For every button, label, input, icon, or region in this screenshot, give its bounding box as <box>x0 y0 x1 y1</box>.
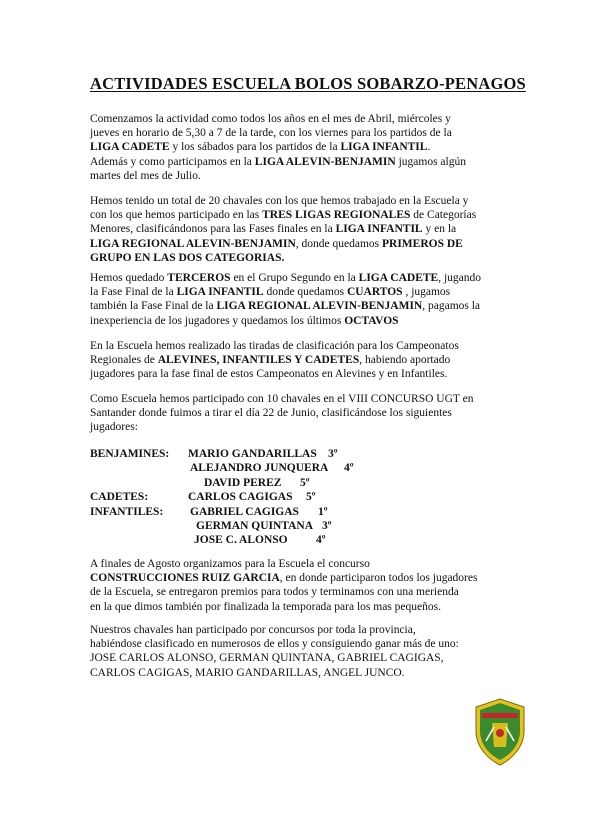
document-title: ACTIVIDADES ESCUELA BOLOS SOBARZO-PENAGOS <box>90 74 526 93</box>
text-line: En la Escuela hemos realizado las tiradas de clasificación para los Campeonatos <box>90 340 459 352</box>
text-line: Nuestros chavales han participado por concursos por toda la provincia, <box>90 624 416 636</box>
text-line: Regionales de ALEVINES, INFANTILES Y CADETES, habiendo aportado <box>90 354 451 367</box>
text-line: JOSE CARLOS ALONSO, GERMAN QUINTANA, GABRIEL CAGIGAS, <box>90 652 444 665</box>
text-line: también la Fase Final de la LIGA REGIONAL ALEVIN-BENJAMIN, pagamos la <box>90 300 481 313</box>
text-line: inexperiencia de los jugadores y quedamos los últimos OCTAVOS <box>90 314 399 327</box>
text-line: LIGA REGIONAL ALEVIN-BENJAMIN, donde quedamos PRIMEROS DE <box>90 237 463 250</box>
text-line: con los que hemos participado en las TRES LIGAS REGIONALES de Categorías <box>90 209 477 222</box>
text-line: Hemos quedado TERCEROS en el Grupo Segundo en la LIGA CADETE, jugando <box>90 272 482 284</box>
text-line: LIGA CADETE y los sábados para los partidos de la LIGA INFANTIL. <box>90 141 431 154</box>
paragraph-ruiz-garcia-contest <box>90 557 560 614</box>
text-line: CARLOS CAGIGAS, MARIO GANDARILLAS, ANGEL JUNCO. <box>90 666 405 679</box>
text-line: jugadores para la fase final de estos Campeonatos en Alevines y en Infantiles. <box>90 368 448 381</box>
text-line: de la Escuela, se entregaron premios para todos y terminamos con una merienda <box>90 586 459 599</box>
text-line: Santander donde fuimos a tirar el día 22 de Junio, clasificándose los siguientes <box>90 407 452 420</box>
club-shield-logo-icon <box>472 697 528 767</box>
category-label: INFANTILES: <box>90 505 164 518</box>
paragraph-participants <box>90 194 560 265</box>
player-name: DAVID PEREZ <box>204 476 282 489</box>
text-line: jugadores: <box>90 421 138 434</box>
text-line: Menores, clasificándonos para las Fases finales en la LIGA INFANTIL y en la <box>90 223 457 236</box>
player-name: GABRIEL CAGIGAS <box>190 505 299 518</box>
paragraph-province-contests <box>90 623 560 680</box>
text-line: GRUPO EN LAS DOS CATEGORIAS. <box>90 251 285 264</box>
category-label: BENJAMINES: <box>90 448 170 460</box>
player-position: 1º <box>318 505 328 518</box>
text-line: Comenzamos la actividad como todos los años en el mes de Abril, miércoles y <box>90 113 451 125</box>
player-position: 5º <box>306 491 316 504</box>
text-line: A finales de Agosto organizamos para la Escuela el concurso <box>90 558 370 570</box>
player-name: ALEJANDRO JUNQUERA <box>190 462 329 475</box>
text-line: CONSTRUCCIONES RUIZ GARCIA, en donde participaron todos los jugadores <box>90 572 478 585</box>
text-line: Hemos tenido un total de 20 chavales con los que hemos trabajado en la Escuela y <box>90 195 469 207</box>
player-position: 3º <box>328 448 338 460</box>
player-position: 5º <box>300 476 310 489</box>
player-name: JOSE C. ALONSO <box>194 534 288 547</box>
text-line: martes del mes de Julio. <box>90 169 201 182</box>
player-position: 4º <box>316 534 326 547</box>
paragraph-classification <box>90 339 560 382</box>
player-name: GERMAN QUINTANA <box>196 519 314 532</box>
paragraph-results-leagues <box>90 271 560 328</box>
text-line: Como Escuela hemos participado con 10 chavales en el VIII CONCURSO UGT en <box>90 393 474 405</box>
player-position: 3º <box>322 519 332 532</box>
text-line: jueves en horario de 5,30 a 7 de la tarde, con los viernes para los partidos de la <box>90 127 452 140</box>
text-line: en la que dimos también por finalizada la temporada para los mas pequeños. <box>90 600 441 613</box>
player-name: CARLOS CAGIGAS <box>188 491 293 504</box>
paragraph-schedule <box>90 112 560 183</box>
category-label: CADETES: <box>90 491 149 504</box>
player-name: MARIO GANDARILLAS <box>188 448 317 460</box>
paragraph-contest-ugt <box>90 392 560 435</box>
text-line: la Fase Final de la LIGA INFANTIL donde quedamos CUARTOS , jugamos <box>90 286 451 299</box>
player-position: 4º <box>344 462 354 475</box>
text-line: habiéndose clasificado en numerosos de ellos y consiguiendo ganar más de uno: <box>90 638 459 651</box>
text-line: Además y como participamos en la LIGA ALEVIN-BENJAMIN jugamos algún <box>90 155 466 168</box>
